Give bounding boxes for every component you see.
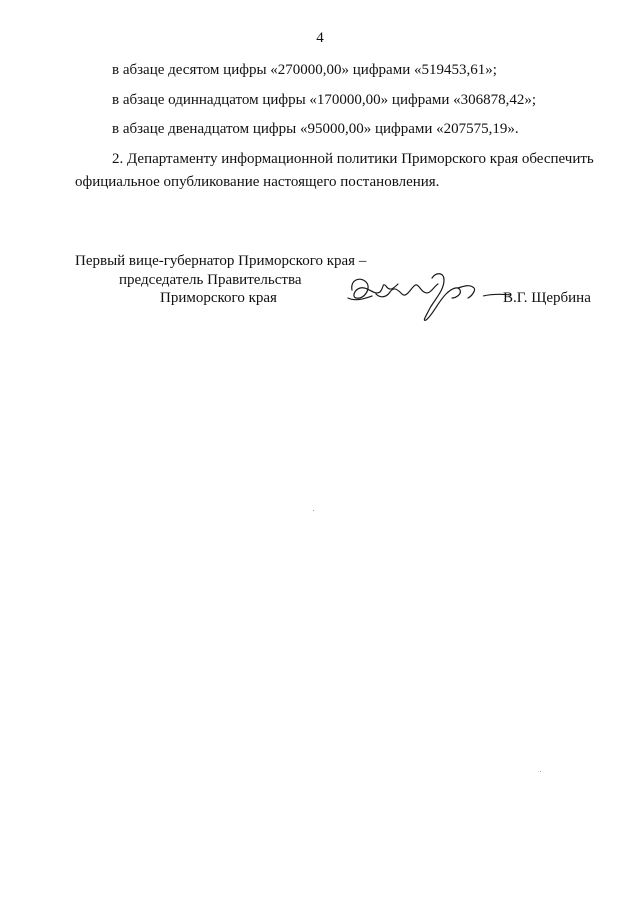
paragraph-2-line-2: официальное опубликование настоящего постановления. [75, 174, 440, 190]
scan-speck [313, 510, 314, 511]
page-number: 4 [316, 30, 324, 46]
signatory-title-line-3: Приморского края [160, 290, 277, 306]
signatory-title-line-2: председатель Правительства [119, 272, 302, 288]
signatory-title-line-1: Первый вице-губернатор Приморского края – [75, 253, 367, 269]
amendment-line-11: в абзаце одиннадцатом цифры «170000,00» цифрами «306878,42»; [112, 92, 537, 108]
signatory-name: В.Г. Щербина [503, 290, 591, 306]
amendment-line-12: в абзаце двенадцатом цифры «95000,00» цифрами «207575,19». [112, 121, 519, 137]
amendment-line-10: в абзаце десятом цифры «270000,00» цифрами «519453,61»; [112, 62, 497, 78]
scan-speck [540, 771, 541, 772]
handwritten-signature [346, 268, 486, 326]
paragraph-2-line-1: 2. Департаменту информационной политики Приморского края обеспечить [112, 151, 594, 167]
